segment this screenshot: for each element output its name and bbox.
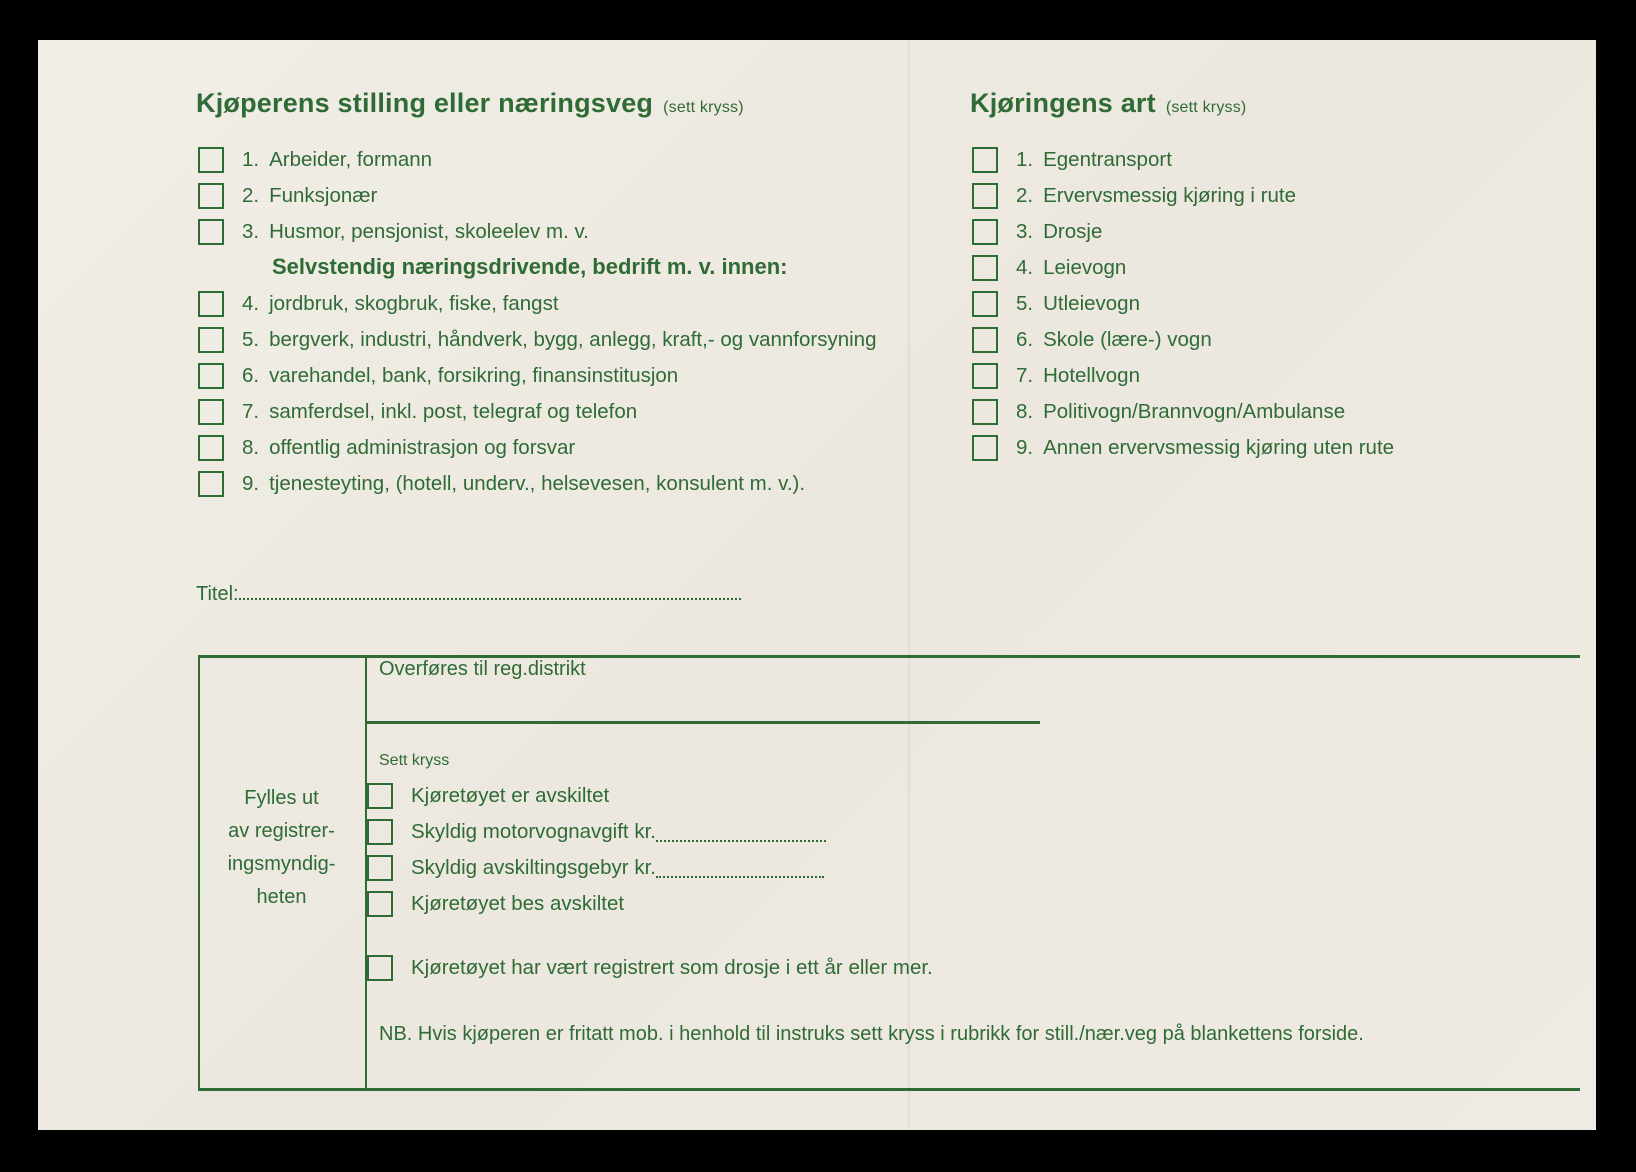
title-dotted-line[interactable] bbox=[239, 580, 741, 600]
option-number: 4. bbox=[1016, 256, 1034, 279]
checkbox[interactable] bbox=[198, 327, 224, 353]
option-label: varehandel, bank, forsikring, finansinstitusjon bbox=[269, 364, 679, 387]
checkbox[interactable] bbox=[972, 363, 998, 389]
side-label-line: Fylles ut bbox=[244, 787, 319, 809]
authority-side-label bbox=[198, 782, 365, 914]
checkbox[interactable] bbox=[972, 399, 998, 425]
option-label: bergverk, industri, håndverk, bygg, anlegg, kraft,- og vannforsyning bbox=[269, 328, 877, 351]
option-row bbox=[198, 470, 805, 498]
checkbox[interactable] bbox=[198, 147, 224, 173]
option-row bbox=[972, 434, 1394, 462]
option-label: Hotellvogn bbox=[1043, 364, 1140, 387]
option-number: 4. bbox=[242, 292, 260, 315]
check-row bbox=[367, 818, 826, 846]
option-label: Husmor, pensjonist, skoleelev m. v. bbox=[269, 220, 589, 243]
option-number: 2. bbox=[242, 184, 260, 207]
check-label: Skyldig avskiltingsgebyr kr. bbox=[411, 856, 656, 879]
option-label: Utleievogn bbox=[1043, 292, 1140, 315]
option-label: jordbruk, skogbruk, fiske, fangst bbox=[269, 292, 559, 315]
option-number: 5. bbox=[1016, 292, 1034, 315]
checkbox[interactable] bbox=[972, 147, 998, 173]
check-label: Kjøretøyet er avskiltet bbox=[411, 784, 610, 807]
option-row bbox=[198, 290, 559, 318]
nb-note: NB. Hvis kjøperen er fritatt mob. i henhold til instruks sett kryss i rubrikk for still./nær.veg på blankettens forside. bbox=[379, 1023, 1364, 1045]
option-number: 6. bbox=[1016, 328, 1034, 351]
option-number: 1. bbox=[242, 148, 260, 171]
checkbox[interactable] bbox=[367, 855, 393, 881]
check-label: Skyldig motorvognavgift kr. bbox=[411, 820, 656, 843]
checkbox[interactable] bbox=[972, 291, 998, 317]
transfer-field-line[interactable] bbox=[367, 721, 1040, 724]
transfer-label: Overføres til reg.distrikt bbox=[379, 658, 586, 680]
option-label: samferdsel, inkl. post, telegraf og telefon bbox=[269, 400, 638, 423]
side-label-line: heten bbox=[256, 886, 307, 908]
checkbox[interactable] bbox=[972, 435, 998, 461]
option-row bbox=[972, 326, 1212, 354]
option-label: Egentransport bbox=[1043, 148, 1172, 171]
option-label: Ervervsmessig kjøring i rute bbox=[1043, 184, 1296, 207]
checkbox[interactable] bbox=[198, 435, 224, 461]
option-label: tjenesteyting, (hotell, underv., helsevesen, konsulent m. v.). bbox=[269, 472, 806, 495]
option-label: Funksjonær bbox=[269, 184, 378, 207]
check-label: Kjøretøyet bes avskiltet bbox=[411, 892, 625, 915]
checkbox[interactable] bbox=[198, 219, 224, 245]
option-row bbox=[198, 434, 575, 462]
checkbox[interactable] bbox=[198, 471, 224, 497]
sett-kryss-label: Sett kryss bbox=[379, 752, 450, 769]
option-label: offentlig administrasjon og forsvar bbox=[269, 436, 576, 459]
option-row bbox=[198, 182, 377, 210]
checkbox[interactable] bbox=[198, 291, 224, 317]
option-label: Annen ervervsmessig kjøring uten rute bbox=[1043, 436, 1395, 459]
option-row bbox=[198, 398, 637, 426]
option-number: 3. bbox=[1016, 220, 1034, 243]
option-number: 9. bbox=[1016, 436, 1034, 459]
option-row bbox=[972, 218, 1102, 246]
option-row bbox=[972, 362, 1140, 390]
check-row bbox=[367, 854, 824, 882]
check-row-drosje bbox=[367, 954, 933, 982]
checkbox[interactable] bbox=[198, 363, 224, 389]
option-number: 8. bbox=[242, 436, 260, 459]
option-number: 8. bbox=[1016, 400, 1034, 423]
option-row bbox=[198, 146, 432, 174]
checkbox[interactable] bbox=[367, 819, 393, 845]
checkbox[interactable] bbox=[972, 183, 998, 209]
option-number: 3. bbox=[242, 220, 260, 243]
option-number: 7. bbox=[242, 400, 260, 423]
option-number: 1. bbox=[1016, 148, 1034, 171]
option-number: 9. bbox=[242, 472, 260, 495]
option-label: Drosje bbox=[1043, 220, 1103, 243]
option-row bbox=[972, 254, 1126, 282]
form-sheet bbox=[38, 40, 1596, 1130]
option-label: Skole (lære-) vogn bbox=[1043, 328, 1212, 351]
option-row bbox=[972, 146, 1172, 174]
heading-hint: (sett kryss) bbox=[663, 99, 744, 116]
amount-dotted-line[interactable] bbox=[656, 858, 824, 878]
checkbox[interactable] bbox=[972, 255, 998, 281]
checkbox[interactable] bbox=[972, 219, 998, 245]
option-row bbox=[972, 398, 1345, 426]
heading-hint: (sett kryss) bbox=[1165, 99, 1247, 116]
option-row bbox=[972, 182, 1296, 210]
check-row bbox=[367, 782, 609, 810]
buyer-occupation-heading bbox=[196, 88, 744, 119]
title-label: Titel: bbox=[196, 583, 239, 605]
option-number: 2. bbox=[1016, 184, 1034, 207]
side-label-line: av registrer- bbox=[228, 820, 335, 842]
option-label: Arbeider, formann bbox=[269, 148, 433, 171]
heading-text: Kjøringens art bbox=[970, 88, 1156, 118]
option-label: Politivogn/Brannvogn/Ambulanse bbox=[1043, 400, 1346, 423]
checkbox[interactable] bbox=[367, 955, 393, 981]
check-row bbox=[367, 890, 624, 918]
option-number: 5. bbox=[242, 328, 260, 351]
checkbox[interactable] bbox=[198, 399, 224, 425]
checkbox[interactable] bbox=[198, 183, 224, 209]
side-label-line: ingsmyndig- bbox=[227, 853, 336, 875]
option-row bbox=[198, 218, 589, 246]
driving-type-heading bbox=[970, 88, 1246, 119]
title-field[interactable] bbox=[196, 580, 741, 606]
option-number: 6. bbox=[242, 364, 260, 387]
option-label: Leievogn bbox=[1043, 256, 1127, 279]
option-number: 7. bbox=[1016, 364, 1034, 387]
amount-dotted-line[interactable] bbox=[656, 822, 826, 842]
checkbox[interactable] bbox=[972, 327, 998, 353]
option-row bbox=[972, 290, 1140, 318]
option-row bbox=[198, 362, 678, 390]
option-row bbox=[198, 326, 876, 354]
checkbox[interactable] bbox=[367, 891, 393, 917]
checkbox[interactable] bbox=[367, 783, 393, 809]
self-employed-subheading: Selvstendig næringsdrivende, bedrift m. v. innen: bbox=[272, 254, 788, 279]
check-label: Kjøretøyet har vært registrert som drosje i ett år eller mer. bbox=[411, 956, 933, 979]
heading-text: Kjøperens stilling eller næringsveg bbox=[196, 88, 654, 118]
box-bottom-rule bbox=[198, 1088, 1580, 1091]
